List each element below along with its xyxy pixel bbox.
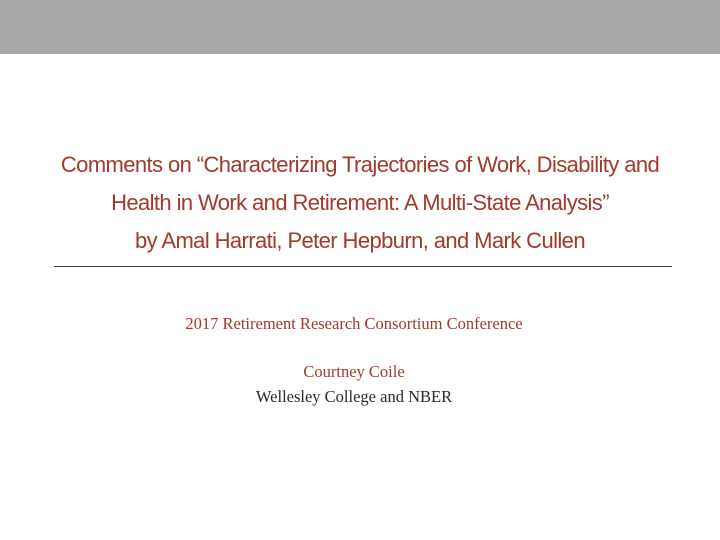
title-divider xyxy=(54,266,672,267)
presenter-name: Courtney Coile xyxy=(303,362,405,381)
conference-name: 2017 Retirement Research Consortium Conference xyxy=(185,314,523,333)
title-line-2: Health in Work and Retirement: A Multi-State Analysis” xyxy=(111,190,609,215)
presenter-affiliation: Wellesley College and NBER xyxy=(255,387,453,406)
top-banner xyxy=(0,0,720,54)
title-line-1: Comments on “Characterizing Trajectories of Work, Disability and xyxy=(60,152,660,177)
title-line-3: by Amal Harrati, Peter Hepburn, and Mark Cullen xyxy=(135,228,585,253)
slide-title xyxy=(40,146,680,260)
